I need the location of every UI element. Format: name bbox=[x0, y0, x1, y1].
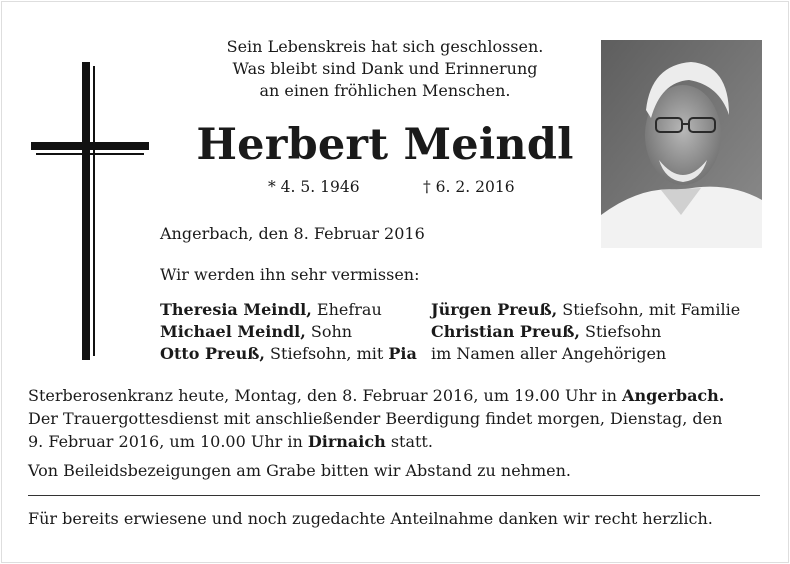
birth-date: * 4. 5. 1946 bbox=[268, 178, 360, 196]
mourner-left-2: Michael Meindl, Sohn bbox=[160, 322, 353, 341]
miss-line: Wir werden ihn sehr vermissen: bbox=[160, 265, 420, 284]
service-line-1: Sterberosenkranz heute, Montag, den 8. Februar 2016, um 19.00 Uhr in Angerbach. bbox=[28, 386, 725, 405]
deceased-name: Herbert Meindl bbox=[196, 120, 574, 170]
service-line-3: 9. Februar 2016, um 10.00 Uhr in Dirnaich statt. bbox=[28, 432, 433, 451]
mourner-right-3: im Namen aller Angehörigen bbox=[431, 344, 667, 363]
divider bbox=[28, 495, 760, 496]
thanks-line: Für bereits erwiesene und noch zugedachte Anteilnahme danken wir recht herzlich. bbox=[28, 509, 713, 528]
poem-line-1: Sein Lebenskreis hat sich geschlossen. bbox=[226, 37, 544, 56]
service-line-2: Der Trauergottesdienst mit anschließender Beerdigung findet morgen, Dienstag, den bbox=[28, 409, 723, 428]
poem-line-2: Was bleibt sind Dank und Erinnerung bbox=[232, 59, 538, 78]
mourner-left-3: Otto Preuß, Stiefsohn, mit Pia bbox=[160, 344, 417, 363]
portrait-photo bbox=[601, 40, 762, 248]
mourner-right-1: Jürgen Preuß, Stiefsohn, mit Familie bbox=[431, 300, 741, 319]
mourner-right-2: Christian Preuß, Stiefsohn bbox=[431, 322, 662, 341]
mourner-left-1: Theresia Meindl, Ehefrau bbox=[160, 300, 382, 319]
place-date: Angerbach, den 8. Februar 2016 bbox=[160, 224, 425, 243]
poem-line-3: an einen fröhlichen Menschen. bbox=[259, 81, 511, 100]
service-line-4: Von Beileidsbezeigungen am Grabe bitten wir Abstand zu nehmen. bbox=[28, 461, 572, 480]
death-date: † 6. 2. 2016 bbox=[423, 178, 515, 196]
